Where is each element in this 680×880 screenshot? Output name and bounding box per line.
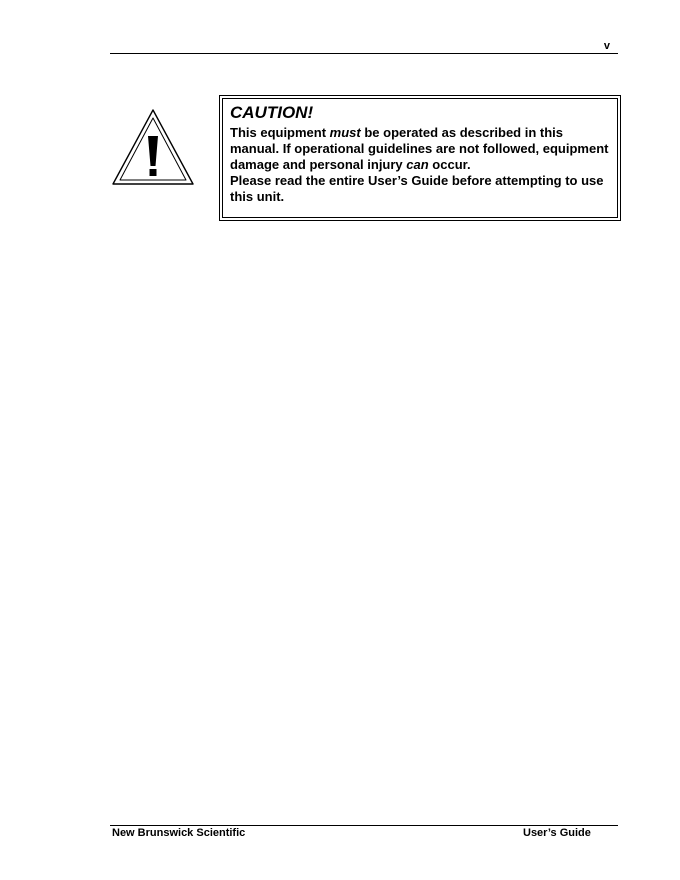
caution-text (230, 125, 609, 205)
caution-text-part: This equipment (230, 125, 330, 140)
footer-company: New Brunswick Scientific (112, 827, 246, 839)
caution-text-part: occur. (428, 157, 471, 172)
caution-emphasis-must: must (329, 125, 361, 140)
footer-document-title: User’s Guide (523, 827, 591, 839)
warning-triangle-icon (111, 108, 195, 186)
caution-box (219, 95, 621, 221)
caution-instruction: Please read the entire User’s Guide before attempting to use this unit. (230, 173, 604, 204)
caution-emphasis-can: can (406, 157, 429, 172)
header-rule (110, 53, 618, 54)
footer-rule (110, 825, 618, 826)
caution-content (230, 103, 609, 205)
caution-text-part: be operated as described in this manual. If operational guidelines are not followed, equipment damage and personal injury (230, 125, 609, 172)
page-number: v (603, 40, 610, 52)
caution-title: CAUTION! (230, 103, 314, 122)
